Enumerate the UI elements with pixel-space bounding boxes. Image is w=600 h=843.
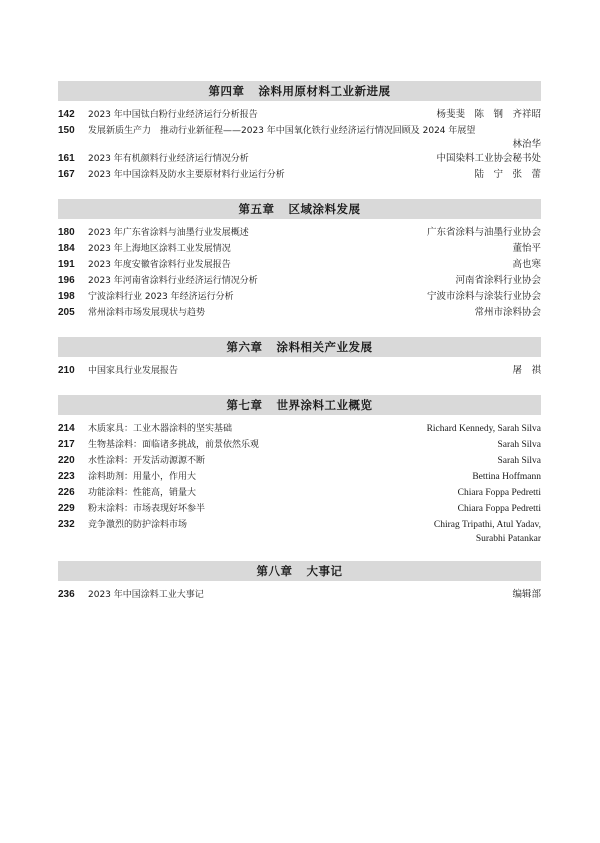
entry-title: 2023 年河南省涂料行业经济运行情况分析 [88,276,258,286]
page-number: 161 [58,153,75,164]
entry-author-line: Chirag Tripathi, Atul Yadav, [433,520,541,530]
toc-entry[interactable] [58,274,541,290]
chapter-number: 第四章 [208,84,245,98]
page-number: 180 [58,227,75,238]
chapter-heading [58,199,541,219]
entry-title: 常州涂料市场发展现状与趋势 [88,308,206,318]
entry-author: Bettina Hoffmann [472,472,541,482]
chapter-entries [58,364,541,380]
entry-title: 功能涂料：性能高，销量大 [88,488,197,498]
toc-entry[interactable] [58,364,541,380]
page-number: 191 [58,259,75,270]
chapter-heading [58,337,541,357]
chapter-entries [58,226,541,322]
page-number: 205 [58,307,75,318]
page-number: 214 [58,423,75,434]
toc-entry[interactable] [58,258,541,274]
chapter-heading [58,81,541,101]
chapter-entries [58,588,541,604]
page-number: 196 [58,275,75,286]
entry-author-line: Surabhi Patankar [475,534,541,544]
entry-author: 中国染料工业协会秘书处 [436,154,541,164]
page-number: 217 [58,439,75,450]
toc-entry[interactable] [58,588,541,604]
entry-author: Chiara Foppa Pedretti [457,488,541,498]
page-number: 232 [58,519,75,530]
entry-title: 发展新质生产力 推动行业新征程——2023 年中国氧化铁行业经济运行情况回顾及 2024 年展望 [88,126,476,136]
entry-title: 2023 年有机颜料行业经济运行情况分析 [88,154,249,164]
page-number: 226 [58,487,75,498]
chapter-number: 第八章 [256,564,293,578]
entry-author: 广东省涂料与油墨行业协会 [426,228,541,238]
page-number: 220 [58,455,75,466]
entry-author: 宁波市涂料与涂装行业协会 [426,292,541,302]
entry-title: 木质家具：工业木器涂料的坚实基础 [88,424,233,434]
entry-author: Sarah Silva [497,440,541,450]
entry-author: 陆 宁 张 蕾 [474,170,541,180]
entry-title: 2023 年上海地区涂料工业发展情况 [88,244,231,254]
toc-entry[interactable] [58,242,541,258]
toc-entry[interactable] [58,306,541,322]
chapter-title: 大事记 [306,564,343,578]
toc-entry[interactable] [58,152,541,168]
entry-title: 2023 年度安徽省涂料行业发展报告 [88,260,231,270]
entry-title: 2023 年中国涂料工业大事记 [88,590,204,600]
toc-entry[interactable] [58,470,541,486]
entry-title: 水性涂料：开发活动源源不断 [88,456,206,466]
page-number: 210 [58,365,75,376]
toc-entry[interactable] [58,454,541,470]
entry-author: 林治华 [512,140,541,150]
chapter-number: 第五章 [238,202,275,216]
entry-title: 粉末涂料：市场表现好坏参半 [88,504,206,514]
toc-entry[interactable] [58,108,541,124]
chapter-title: 涂料用原材料工业新进展 [258,84,391,98]
entry-author: Chiara Foppa Pedretti [457,504,541,514]
entry-title: 宁波涂料行业 2023 年经济运行分析 [88,292,234,302]
toc-entry[interactable] [58,438,541,454]
entry-author [391,518,541,546]
page-number: 236 [58,589,75,600]
chapter-heading [58,561,541,581]
page-number: 198 [58,291,75,302]
toc-entry[interactable] [58,486,541,502]
page-number: 184 [58,243,75,254]
toc-entry[interactable] [58,168,541,184]
entry-author: 董怡平 [512,244,541,254]
entry-title: 2023 年中国钛白粉行业经济运行分析报告 [88,110,258,120]
table-of-contents [58,81,541,604]
entry-author: Sarah Silva [497,456,541,466]
page-number: 142 [58,109,75,120]
chapter-title: 涂料相关产业发展 [276,340,373,354]
entry-title: 中国家具行业发展报告 [88,366,179,376]
entry-title: 2023 年广东省涂料与油墨行业发展概述 [88,228,249,238]
chapter-title: 世界涂料工业概览 [276,398,373,412]
toc-entry[interactable] [58,290,541,306]
toc-entry[interactable] [58,502,541,518]
entry-author: 高也寒 [512,260,541,270]
page-number: 150 [58,125,75,136]
chapter-number: 第六章 [226,340,263,354]
chapter-heading [58,395,541,415]
toc-entry[interactable] [58,124,541,152]
entry-author: 编辑部 [512,590,541,600]
entry-title: 竞争激烈的防护涂料市场 [88,520,188,530]
page-number: 223 [58,471,75,482]
toc-entry[interactable] [58,518,541,546]
entry-author: 常州市涂料协会 [474,308,541,318]
entry-title: 涂料助剂：用量小，作用大 [88,472,197,482]
chapter-title: 区域涂料发展 [288,202,361,216]
entry-author: Richard Kennedy, Sarah Silva [426,424,541,434]
chapter-entries [58,422,541,546]
page-number: 167 [58,169,75,180]
chapter-entries [58,108,541,184]
toc-entry[interactable] [58,226,541,242]
entry-title: 生物基涂料：面临诸多挑战，前景依然乐观 [88,440,260,450]
page-number: 229 [58,503,75,514]
entry-author: 杨斐斐 陈 钢 齐祥昭 [436,110,541,120]
entry-author: 河南省涂料行业协会 [455,276,541,286]
entry-title: 2023 年中国涂料及防水主要原材料行业运行分析 [88,170,285,180]
toc-entry[interactable] [58,422,541,438]
chapter-number: 第七章 [226,398,263,412]
entry-author: 屠 祺 [512,366,541,376]
